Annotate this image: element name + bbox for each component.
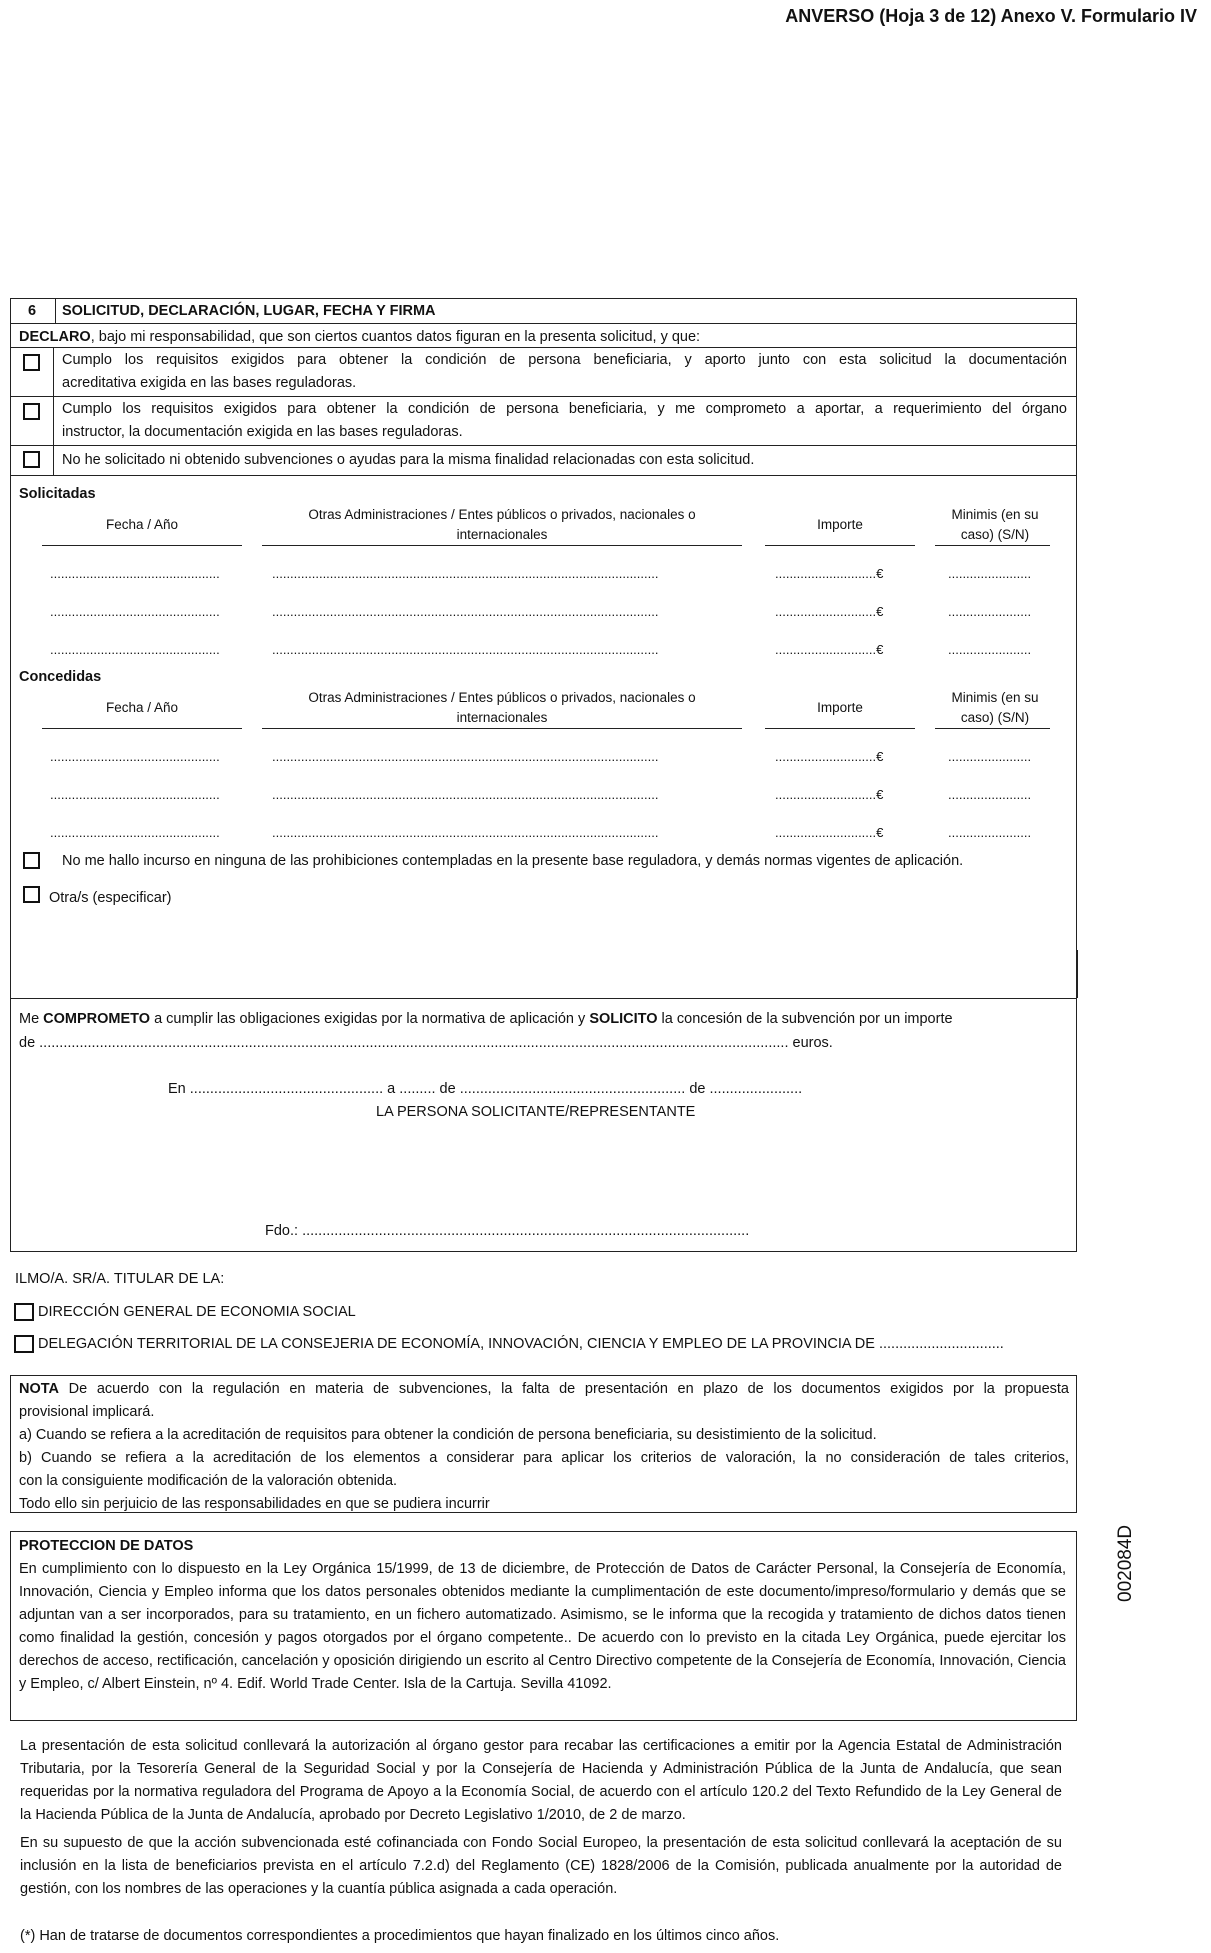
importe-euros-line[interactable]: de .......................................................................................................................................................................................... euros. — [19, 1035, 833, 1051]
sol-row-1-minimis[interactable]: ....................... — [948, 566, 1032, 581]
con-row-1-otras[interactable]: ........................................................................................................... — [272, 749, 659, 764]
footnote: (*) Han de tratarse de documentos correspondientes a procedimientos que hayan finalizado en los últimos cinco años. — [20, 1928, 780, 1944]
sol-row-3-fecha[interactable]: ............................................... — [50, 642, 220, 657]
sol-row-3-importe[interactable]: ............................€ — [775, 642, 884, 657]
solicitadas-label: Solicitadas — [19, 486, 96, 502]
prohibiciones-checkbox[interactable] — [23, 852, 40, 869]
proteccion-datos-title: PROTECCION DE DATOS — [19, 1538, 194, 1554]
firma-line[interactable]: Fdo.: ............................................................................................................... — [265, 1223, 750, 1239]
declaro-option-1-checkbox[interactable] — [23, 354, 40, 371]
section-number: 6 — [28, 303, 37, 319]
sol-row-2-minimis[interactable]: ....................... — [948, 604, 1032, 619]
sol-col-fecha: Fecha / Año — [105, 517, 179, 532]
titular-label: ILMO/A. SR/A. TITULAR DE LA: — [15, 1271, 225, 1287]
otras-checkbox[interactable] — [23, 886, 40, 903]
delegacion-territorial-checkbox[interactable] — [14, 1335, 34, 1353]
concedidas-label: Concedidas — [19, 669, 102, 685]
con-row-3-minimis[interactable]: ....................... — [948, 825, 1032, 840]
sol-row-3-minimis[interactable]: ....................... — [948, 642, 1032, 657]
sol-col-minimis: Minimis (en su caso) (S/N) — [951, 507, 1039, 542]
prohibiciones-text: No me hallo incurso en ninguna de las prohibiciones contempladas en la presente base reguladora, y demás normas vigentes de aplicación. — [62, 853, 964, 869]
section-title: SOLICITUD, DECLARACIÓN, LUGAR, FECHA Y FIRMA — [62, 303, 436, 319]
nota-text: NOTA De acuerdo con la regulación en materia de subvenciones, la falta de presentación en plazo de los documentos exigidos por la propuesta provisional implicará. a) Cuando se refiera a la acreditación de requisitos para obtener la condición de persona beneficiaria, su desistimiento de la solicitud. b) Cuando se refiera a la acreditación de los elementos a considerar para aplicar los criterios de valoración, la no consideración de tales criterios, con la consiguiente modificación de la valoración obtenida. Todo ello sin perjuicio de las responsabilidades en que se pudiera incurrir — [19, 1381, 1069, 1512]
con-col-importe: Importe — [817, 700, 863, 715]
otras-text: Otra/s (especificar) — [49, 890, 172, 906]
sol-row-1-otras[interactable]: ........................................................................................................... — [272, 566, 659, 581]
declaro-option-2-text: Cumplo los requisitos exigidos para obtener la condición de persona beneficiaria, y me comprometo a aportar, a requerimiento del órgano instructor, la documentación exigida en las bases reguladoras. — [62, 401, 1067, 440]
firmante-label: LA PERSONA SOLICITANTE/REPRESENTANTE — [376, 1104, 696, 1120]
side-code: 002084D — [1115, 1524, 1136, 1602]
con-row-3-otras[interactable]: ........................................................................................................... — [272, 825, 659, 840]
con-row-3-fecha[interactable]: ............................................... — [50, 825, 220, 840]
fse-paragraph: En su supuesto de que la acción subvencionada esté cofinanciada con Fondo Social Europeo, la presentación de esta solicitud conllevará la aceptación de su inclusión en la lista de beneficiarios prevista en el artículo 7.2.d) del Reglamento (CE) 1828/2006 de la Comisión, publicada anualmente por la autoridad de gestión, con los nombres de las operaciones y la cuantía pública asignada a cada operación. — [20, 1835, 1062, 1897]
con-col-minimis: Minimis (en su caso) (S/N) — [951, 690, 1039, 725]
autorizacion-paragraph: La presentación de esta solicitud conllevará la autorización al órgano gestor para recabar las certificaciones a emitir por la Agencia Estatal de Administración Tributaria, por la Tesorería General de la Seguridad Social y por la Consejería de Hacienda y Administración Pública de la Junta de Andalucía, que sean requeridas por la normativa reguladora del Programa de Apoyo a la Economía Social, de acuerdo con el artículo 120.2 del Texto Refundido de la Ley General de la Hacienda Pública de la Junta de Andalucía, aprobado por Decreto Legislativo 1/2010, de 2 de marzo. — [20, 1738, 1062, 1823]
con-row-2-fecha[interactable]: ............................................... — [50, 787, 220, 802]
con-col-otras: Otras Administraciones / Entes públicos o privados, nacionales o internacionales — [308, 690, 696, 725]
direccion-general-text: DIRECCIÓN GENERAL DE ECONOMIA SOCIAL — [38, 1304, 356, 1320]
declaro-option-1-text: Cumplo los requisitos exigidos para obtener la condición de persona beneficiaria, y aporto junto con esta solicitud la documentación acreditativa exigida en las bases reguladoras. — [62, 352, 1067, 391]
declaro-option-3-checkbox[interactable] — [23, 451, 40, 468]
con-row-2-importe[interactable]: ............................€ — [775, 787, 884, 802]
sol-row-2-importe[interactable]: ............................€ — [775, 604, 884, 619]
con-row-2-otras[interactable]: ........................................................................................................... — [272, 787, 659, 802]
sol-col-importe: Importe — [817, 517, 863, 532]
con-row-3-importe[interactable]: ............................€ — [775, 825, 884, 840]
sol-row-3-otras[interactable]: ........................................................................................................... — [272, 642, 659, 657]
declaro-text: DECLARO, bajo mi responsabilidad, que son ciertos cuantos datos figuran en la presenta solicitud, y que: — [19, 329, 701, 345]
delegacion-territorial-text: DELEGACIÓN TERRITORIAL DE LA CONSEJERIA DE ECONOMÍA, INNOVACIÓN, CIENCIA Y EMPLEO DE LA PROVINCIA DE ............................... — [38, 1336, 1004, 1352]
comprometo-text: Me COMPROMETO a cumplir las obligaciones exigidas por la normativa de aplicación y SOLICITO la concesión de la subvención por un importe — [19, 1011, 953, 1027]
lugar-fecha-line[interactable]: En ................................................ a ......... de ........................................................ de ....................... — [168, 1081, 803, 1097]
declaro-option-2-checkbox[interactable] — [23, 403, 40, 420]
sol-row-1-fecha[interactable]: ............................................... — [50, 566, 220, 581]
con-row-1-minimis[interactable]: ....................... — [948, 749, 1032, 764]
sol-row-1-importe[interactable]: ............................€ — [775, 566, 884, 581]
con-row-1-importe[interactable]: ............................€ — [775, 749, 884, 764]
declaro-option-3-text: No he solicitado ni obtenido subvenciones o ayudas para la misma finalidad relacionadas con esta solicitud. — [62, 452, 755, 468]
con-row-2-minimis[interactable]: ....................... — [948, 787, 1032, 802]
sol-row-2-otras[interactable]: ........................................................................................................... — [272, 604, 659, 619]
con-row-1-fecha[interactable]: ............................................... — [50, 749, 220, 764]
sol-row-2-fecha[interactable]: ............................................... — [50, 604, 220, 619]
sol-col-otras: Otras Administraciones / Entes públicos o privados, nacionales o internacionales — [308, 507, 696, 542]
con-col-fecha: Fecha / Año — [105, 700, 179, 715]
page-header: ANVERSO (Hoja 3 de 12) Anexo V. Formulario IV — [785, 6, 1197, 26]
proteccion-datos-text: En cumplimiento con lo dispuesto en la Ley Orgánica 15/1999, de 13 de diciembre, de Protección de Datos de Carácter Personal, la Consejería de Economía, Innovación, Ciencia y Empleo informa que los datos personales obtenidos mediante la cumplimentación de este documento/impreso/formulario y demás que se adjuntan van a ser incorporados, para su tratamiento, en un fichero automatizado. Asimismo, se le informa que la recogida y tratamiento de dichos datos tienen como finalidad la gestión, concesión y pagos otorgados por el órgano competente.. De acuerdo con lo previsto en la citada Ley Orgánica, puede ejercitar los derechos de acceso, rectificación, cancelación y oposición dirigiendo un escrito al Centro Directivo competente de la Consejería de Economía, Innovación, Ciencia y Empleo, c/ Albert Einstein, nº 4. Edif. World Trade Center. Isla de la Cartuja. Sevilla 41092. — [19, 1561, 1066, 1692]
direccion-general-checkbox[interactable] — [14, 1303, 34, 1321]
